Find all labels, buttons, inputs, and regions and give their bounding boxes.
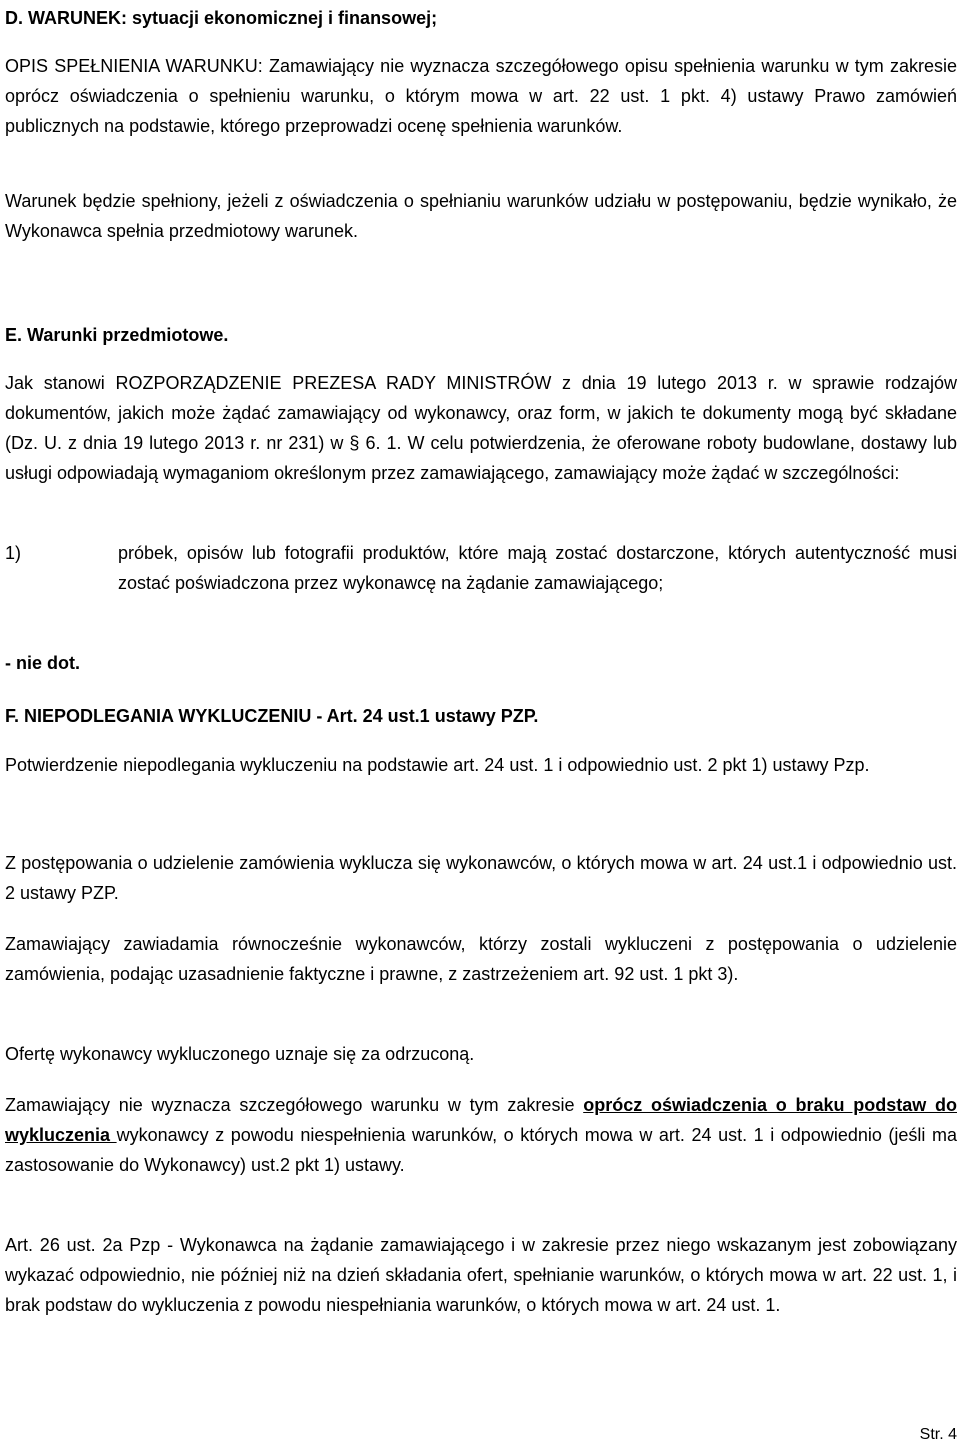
paragraph-5-text-after: wykonawcy z powodu niespełnienia warunków, o których mowa w art. 24 ust. 1 i odpowiednio (jeśli ma zastosowanie do Wykonawcy) ust.2 pkt 1) ustawy.	[5, 1125, 957, 1175]
list-item-text: próbek, opisów lub fotografii produktów, które mają zostać dostarczone, których autentyczność musi zostać poświadczona przez wykonawcę na żądanie zamawiającego;	[118, 543, 957, 593]
section-d-opis-paragraph: OPIS SPEŁNIENIA WARUNKU: Zamawiający nie wyznacza szczegółowego opisu spełnienia warunku w tym zakresie oprócz oświadczenia o spełnieniu warunku, o którym mowa w art. 22 ust. 1 pkt. 4) ustawy Prawo zamówień publicznych na podstawie, którego przeprowadzi ocenę spełnienia warunków.	[5, 56, 957, 136]
section-f-paragraph-4: Ofertę wykonawcy wykluczonego uznaje się za odrzuconą.	[5, 1044, 475, 1064]
section-f-paragraph-1: Potwierdzenie niepodlegania wykluczeniu na podstawie art. 24 ust. 1 i odpowiednio ust. 2 pkt 1) ustawy Pzp.	[5, 755, 870, 775]
section-f-paragraph-6: Art. 26 ust. 2a Pzp - Wykonawca na żądanie zamawiającego i w zakresie przez niego wskazanym jest zobowiązany wykazać odpowiednio, nie później niż na dzień składania ofert, spełnianie warunków, o których mowa w art. 22 ust. 1, i brak podstaw do wykluczenia z powodu niespełniania warunków, o których mowa w art. 24 ust. 1.	[5, 1235, 957, 1315]
list-item-number: 1)	[5, 543, 22, 563]
section-f-paragraph-5	[5, 1090, 957, 1180]
section-f-paragraph-3: Zamawiający zawiadamia równocześnie wykonawców, którzy zostali wykluczeni z postępowania o udzielenie zamówienia, podając uzasadnienie faktyczne i prawne, z zastrzeżeniem art. 92 ust. 1 pkt 3).	[5, 934, 957, 984]
section-e-intro-paragraph: Jak stanowi ROZPORZĄDZENIE PREZESA RADY MINISTRÓW z dnia 19 lutego 2013 r. w sprawie rodzajów dokumentów, jakich może żądać zamawiający od wykonawcy, oraz form, w jakich te dokumenty mogą być składane (Dz. U. z dnia 19 lutego 2013 r. nr 231) w § 6. 1. W celu potwierdzenia, że oferowane roboty budowlane, dostawy lub usługi odpowiadają wymaganiom określonym przez zamawiającego, zamawiający może żądać w szczególności:	[5, 373, 957, 483]
section-e-nie-dot: - nie dot.	[5, 653, 80, 673]
section-f-heading: F. NIEPODLEGANIA WYKLUCZENIU - Art. 24 ust.1 ustawy PZP.	[5, 706, 539, 726]
section-d-heading: D. WARUNEK: sytuacji ekonomicznej i finansowej;	[5, 8, 438, 28]
section-e-list-item-1	[5, 538, 957, 598]
section-e-heading: E. Warunki przedmiotowe.	[5, 325, 229, 345]
page-number-footer: Str. 4	[919, 1426, 957, 1443]
section-d-warunek-paragraph: Warunek będzie spełniony, jeżeli z oświadczenia o spełnianiu warunków udziału w postępowaniu, będzie wynikało, że Wykonawca spełnia przedmiotowy warunek.	[5, 191, 957, 241]
paragraph-5-text-before: Zamawiający nie wyznacza szczegółowego warunku w tym zakresie	[5, 1095, 584, 1115]
section-f-paragraph-2: Z postępowania o udzielenie zamówienia wyklucza się wykonawców, o których mowa w art. 24 ust.1 i odpowiednio ust. 2 ustawy PZP.	[5, 853, 957, 903]
paragraph-5-underlined-text: oprócz oświadczenia o braku podstaw do wykluczenia	[5, 1095, 957, 1145]
